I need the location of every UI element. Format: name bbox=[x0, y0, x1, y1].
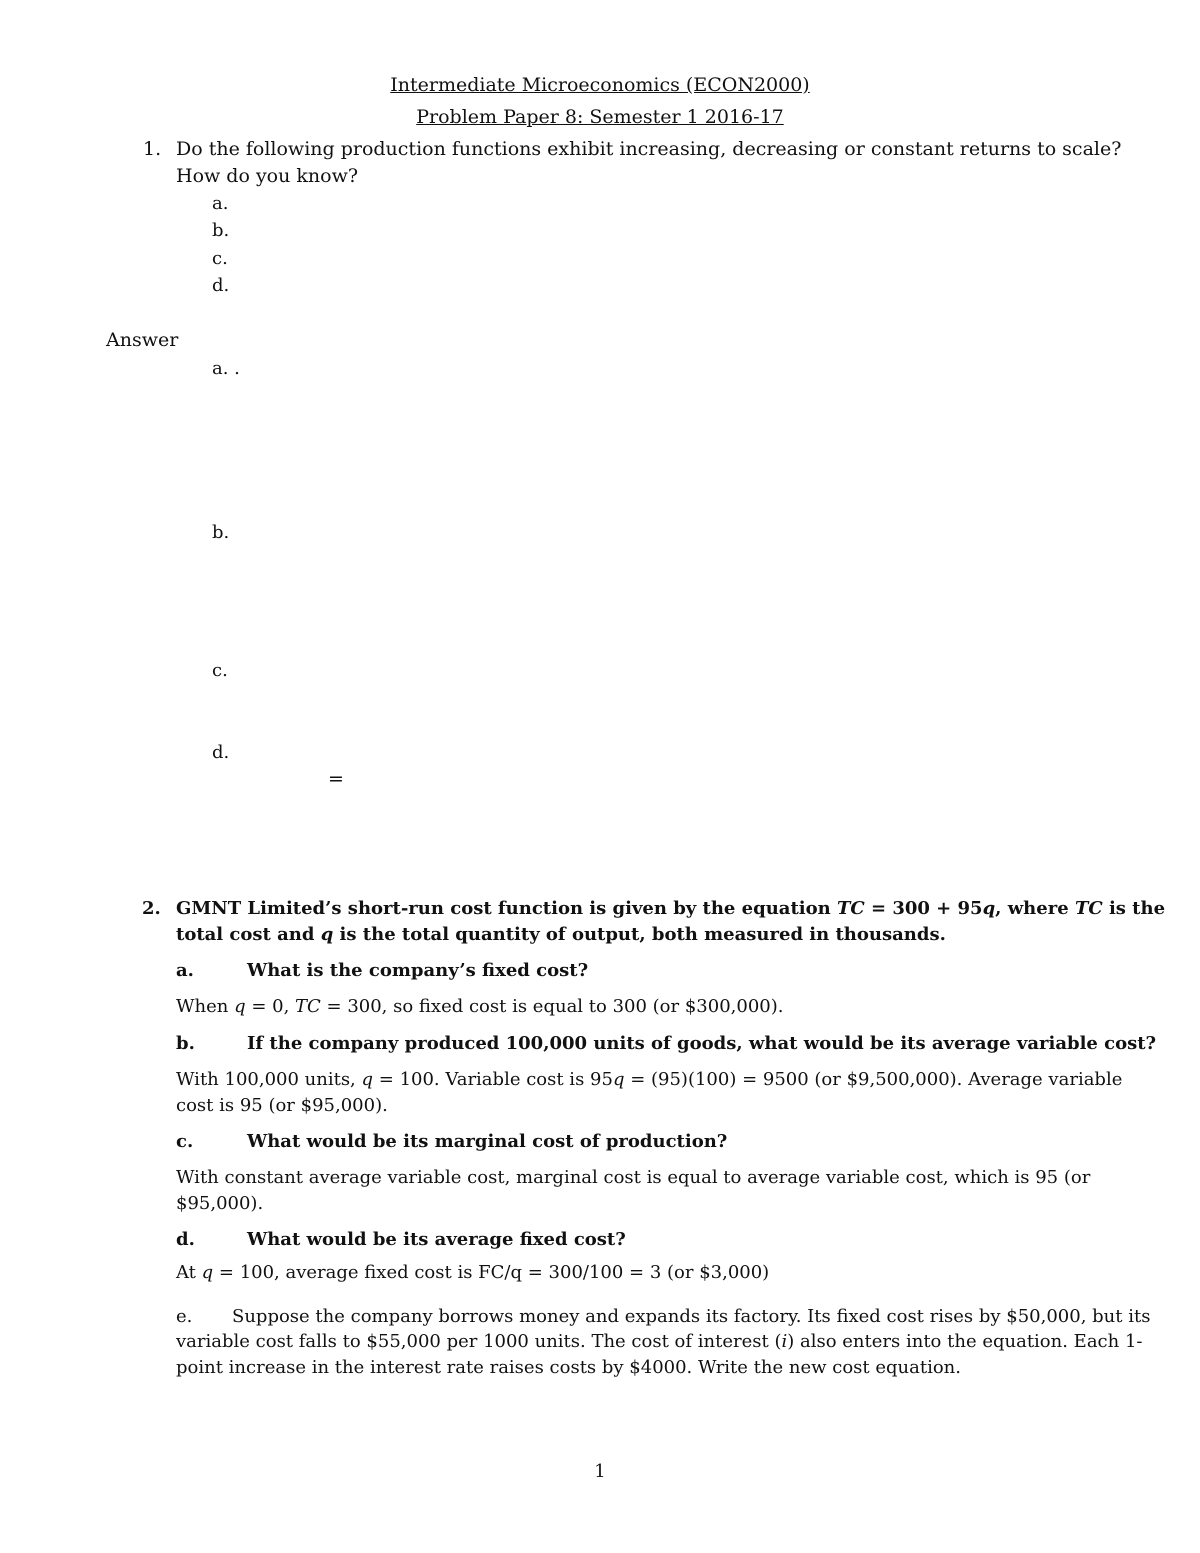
answer-text: With 100,000 units, bbox=[176, 1069, 362, 1090]
answer-heading: Answer bbox=[106, 329, 179, 351]
q2-number: 2. bbox=[142, 898, 161, 919]
q1-number: 1. bbox=[143, 138, 162, 160]
question-text: ) also enters into the equation. Each 1- bbox=[787, 1331, 1143, 1352]
answer-d: d. bbox=[212, 742, 230, 763]
q1-item-b: b. bbox=[212, 220, 230, 241]
answer-text: = 0, bbox=[245, 996, 296, 1017]
answer-var-q: q bbox=[234, 996, 246, 1017]
q2e-line1: Suppose the company borrows money and expands its factory. Its fixed cost rises by $50,000, but its bbox=[232, 1306, 1151, 1327]
q2b-answer-line2: cost is 95 (or $95,000). bbox=[176, 1095, 388, 1116]
q2d-question: What would be its average fixed cost? bbox=[247, 1229, 626, 1250]
q2-stem-text: total cost and bbox=[176, 924, 321, 945]
q2-stem-text: GMNT Limited’s short-run cost function is given by the equation bbox=[176, 898, 837, 919]
q2c-answer-line2: $95,000). bbox=[176, 1193, 264, 1214]
question-text: variable cost falls to $55,000 per 1000 units. The cost of interest ( bbox=[176, 1331, 782, 1352]
answer-var-q: q bbox=[612, 1069, 625, 1090]
q2-stem-tc: TC bbox=[836, 898, 865, 919]
q2d-label: d. bbox=[176, 1229, 195, 1250]
q2-stem-line1 bbox=[176, 900, 1165, 918]
q2c-answer-line1: With constant average variable cost, marginal cost is equal to average variable cost, which is 95 (or bbox=[176, 1167, 1091, 1188]
q2-stem-text: is the total quantity of output, both measured in thousands. bbox=[333, 924, 946, 945]
answer-c: c. bbox=[212, 660, 228, 681]
answer-a: a. . bbox=[212, 358, 240, 379]
q2b-question: If the company produced 100,000 units of goods, what would be its average variable cost? bbox=[247, 1033, 1157, 1054]
q2c-label: c. bbox=[176, 1131, 194, 1152]
q2-stem-text: is the bbox=[1102, 898, 1166, 919]
answer-text: When bbox=[176, 996, 235, 1017]
answer-d-equals: = bbox=[328, 768, 344, 790]
q2b-label: b. bbox=[176, 1033, 195, 1054]
answer-text: = 100. Variable cost is 95 bbox=[373, 1069, 613, 1090]
answer-var-q: q bbox=[361, 1069, 374, 1090]
q2e-line2 bbox=[176, 1333, 1142, 1351]
q2-stem-q: q bbox=[982, 898, 996, 919]
q2-stem-line2 bbox=[176, 926, 946, 944]
q2a-question: What is the company’s fixed cost? bbox=[247, 960, 589, 981]
q1-item-a: a. bbox=[212, 193, 229, 214]
q1-prompt-line1: Do the following production functions exhibit increasing, decreasing or constant returns to scale? bbox=[176, 138, 1122, 160]
q1-prompt-line2: How do you know? bbox=[176, 165, 359, 187]
q2d-answer bbox=[176, 1264, 769, 1282]
paper-title: Problem Paper 8: Semester 1 2016-17 bbox=[416, 106, 784, 128]
q2a-answer bbox=[176, 998, 783, 1016]
question-var-i: i bbox=[781, 1331, 788, 1352]
answer-var-q: q bbox=[201, 1262, 214, 1283]
q2b-answer-line1 bbox=[176, 1071, 1122, 1089]
page-number: 1 bbox=[594, 1461, 606, 1482]
answer-text: = (95)(100) = 9500 (or $9,500,000). Average variable bbox=[624, 1069, 1123, 1090]
q2-stem-tc: TC bbox=[1074, 898, 1103, 919]
q2-stem-text: , where bbox=[995, 898, 1075, 919]
answer-var-tc: TC bbox=[295, 996, 321, 1017]
q2-stem-q: q bbox=[320, 924, 334, 945]
answer-text: = 100, average fixed cost is FC/q = 300/100 = 3 (or $3,000) bbox=[213, 1262, 770, 1283]
q2-stem-text: = 300 + 95 bbox=[864, 898, 983, 919]
q2a-label: a. bbox=[176, 960, 194, 981]
q2c-question: What would be its marginal cost of production? bbox=[247, 1131, 728, 1152]
answer-text: = 300, so fixed cost is equal to 300 (or $300,000). bbox=[320, 996, 784, 1017]
answer-text: At bbox=[176, 1262, 202, 1283]
q2e-label: e. bbox=[176, 1306, 193, 1327]
q1-item-c: c. bbox=[212, 248, 228, 269]
answer-b: b. bbox=[212, 522, 230, 543]
course-title: Intermediate Microeconomics (ECON2000) bbox=[390, 74, 810, 96]
q1-item-d: d. bbox=[212, 275, 230, 296]
q2e-line3: point increase in the interest rate raises costs by $4000. Write the new cost equation. bbox=[176, 1357, 961, 1378]
